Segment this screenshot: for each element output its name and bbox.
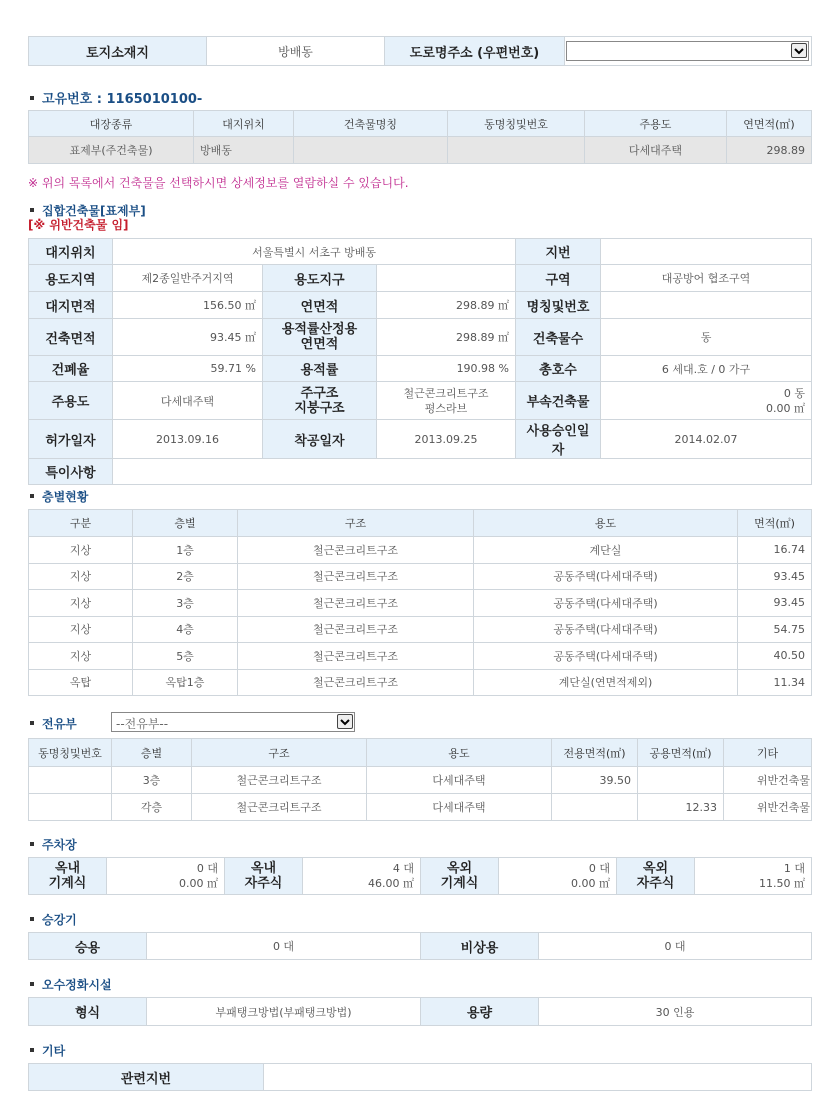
title-register-table: 대지위치 서울특별시 서초구 방배동 지번 용도지역 제2종일반주거지역 용도지구 구역 대공방어 협조구역 대지면적 156.50 ㎡ 연면적 298.89 ㎡ 명칭및번호 건축면적 93.45 ㎡ 용적률산정용 연면적 298.89 ㎡ 건축물수 동 건폐율 59.71 % 용적률 190.98 % 총호수 6 세대.호 / 0 가구 주용도 다세대주택 주구조 지붕구조 철근콘크리트구조 평스라브 부속건축물 0 동 0.00 ㎡ 허가일자 2013.09.16 착공일자 2013.09.25 사용승인일자 2014.02.07 특이사항 (28, 238, 812, 485)
bullet-icon (30, 208, 34, 212)
list-header: 주용도 (585, 111, 727, 137)
road-address-select[interactable] (566, 41, 809, 61)
floors-header: 구분 (29, 510, 133, 537)
bullet-icon (30, 494, 34, 498)
detail-heading: 집합건축물[표제부] (30, 202, 146, 219)
table-row: 지상 5층 철근콘크리트구조 공동주택(다세대주택) 40.50 (29, 643, 812, 670)
list-header: 대지위치 (194, 111, 294, 137)
land-location-label: 토지소재지 (29, 37, 207, 66)
land-location-value: 방배동 (207, 37, 385, 66)
elevator-table: 승용 0 대 비상용 0 대 (28, 932, 812, 960)
notice-text: ※ 위의 목록에서 건축물을 선택하시면 상세정보를 열람하실 수 있습니다. (28, 176, 409, 190)
etc-table: 관련지번 (28, 1063, 812, 1091)
bullet-icon (30, 917, 34, 921)
table-row: 지상 2층 철근콘크리트구조 공동주택(다세대주택) 93.45 (29, 563, 812, 590)
table-row: 3층 철근콘크리트구조 다세대주택 39.50 위반건축물 (29, 767, 812, 794)
sewage-heading: 오수정화시설 (30, 976, 112, 993)
parking-table: 옥내 기계식 0 대 0.00 ㎡ 옥내 자주식 4 대 46.00 ㎡ 옥외 기계식 0 대 0.00 ㎡ 옥외 자주식 1 대 11.50 ㎡ (28, 857, 812, 895)
elevator-heading: 승강기 (30, 911, 77, 928)
list-header: 연면적(㎡) (727, 111, 812, 137)
bullet-icon (30, 982, 34, 986)
list-header: 대장종류 (29, 111, 194, 137)
floors-header: 용도 (474, 510, 738, 537)
floors-table (28, 509, 812, 696)
table-row: 각층 철근콘크리트구조 다세대주택 12.33 위반건축물 (29, 794, 812, 821)
exclusive-heading: 전유부 (30, 715, 77, 732)
table-row: 지상 4층 철근콘크리트구조 공동주택(다세대주택) 54.75 (29, 616, 812, 643)
bullet-icon (30, 96, 34, 100)
chevron-down-icon (337, 714, 353, 729)
etc-heading: 기타 (30, 1042, 65, 1059)
sewage-table: 형식 부패탱크방법(부패탱크방법) 용량 30 인용 (28, 997, 812, 1026)
floors-header: 층별 (133, 510, 238, 537)
table-row: 지상 1층 철근콘크리트구조 계단실 16.74 (29, 537, 812, 564)
chevron-down-icon (791, 43, 807, 58)
register-row[interactable]: 표제부(주건축물) 방배동 다세대주택 298.89 (29, 137, 812, 164)
floors-header: 구조 (238, 510, 474, 537)
register-list-table (28, 110, 812, 164)
violation-warning: [※ 위반건축물 임] (28, 218, 129, 232)
bullet-icon (30, 1048, 34, 1052)
unique-number-heading: 고유번호 : 1165010100- (30, 88, 202, 107)
exclusive-select[interactable]: --전유부-- (111, 712, 355, 732)
bullet-icon (30, 842, 34, 846)
table-row: 옥탑 옥탑1층 철근콘크리트구조 계단실(연면적제외) 11.34 (29, 669, 812, 696)
parking-heading: 주차장 (30, 836, 77, 853)
exclusive-table: 동명칭및번호 층별 구조 용도 전용면적(㎡) 공용면적(㎡) 기타 3층 철근콘크리트구조 다세대주택 39.50 위반건축물 각층 철근콘크리트구조 다세대주택 12.33 위반건축물 (28, 738, 812, 821)
table-row: 지상 3층 철근콘크리트구조 공동주택(다세대주택) 93.45 (29, 590, 812, 617)
floors-header: 면적(㎡) (738, 510, 812, 537)
list-header: 건축물명칭 (294, 111, 448, 137)
road-address-label: 도로명주소 (우편번호) (385, 37, 565, 66)
list-header: 동명칭및번호 (448, 111, 585, 137)
floors-heading: 층별현황 (30, 488, 88, 505)
bullet-icon (30, 721, 34, 725)
